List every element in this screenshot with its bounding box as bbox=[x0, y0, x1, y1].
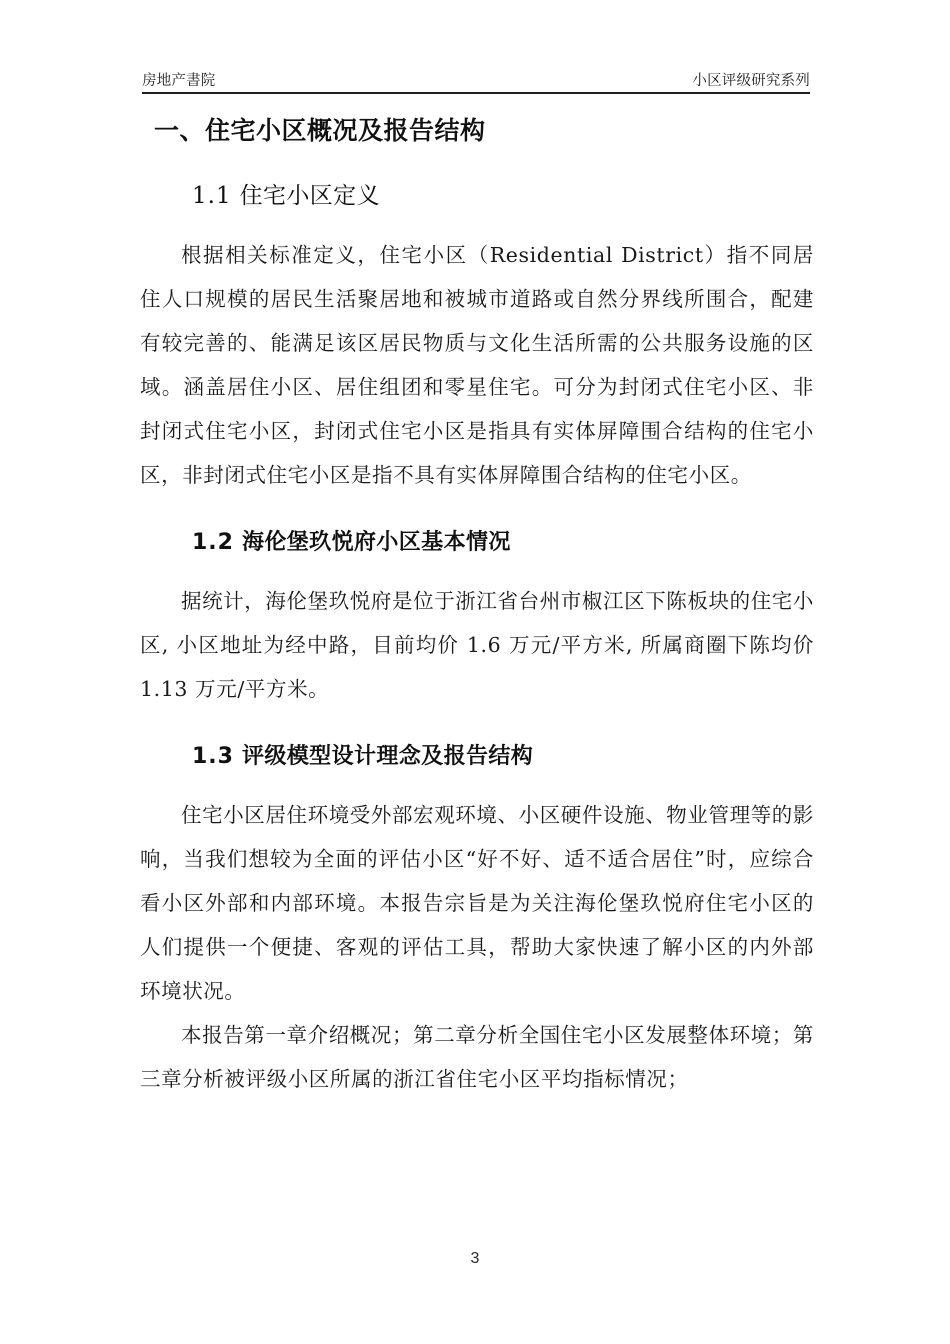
spacer bbox=[140, 773, 814, 793]
page-content bbox=[140, 112, 814, 1101]
page-number: 3 bbox=[470, 1250, 480, 1267]
section-label-1-3: 评级模型设计理念及报告结构 bbox=[241, 743, 534, 769]
spacer bbox=[140, 150, 814, 180]
paragraph: 住宅小区居住环境受外部宏观环境、小区硬件设施、物业管理等的影响，当我们想较为全面的评估小区“好不好、适不适合居住”时，应综合看小区外部和内部环境。本报告宗旨是为关注海伦堡玖悦府住宅小区的人们提供一个便捷、客观的评估工具，帮助大家快速了解小区的内外部环境状况。 bbox=[140, 802, 814, 1003]
section-number-1-3: 1.3 bbox=[192, 743, 234, 769]
paragraph: 根据相关标准定义，住宅小区（Residential District）指不同居住人口规模的居民生活聚居地和被城市道路或自然分界线所围合，配建有较完善的、能满足该区居民物质与文化生活所需的公共服务设施的区域。涵盖居住小区、居住组团和零星住宅。可分为封闭式住宅小区、非封闭式住宅小区，封闭式住宅小区是指具有实体屏障围合结构的住宅小区，非封闭式住宅小区是指不具有实体屏障围合结构的住宅小区。 bbox=[140, 242, 814, 487]
spacer bbox=[140, 213, 814, 233]
section-number-1-1: 1.1 bbox=[192, 182, 232, 209]
spacer bbox=[140, 559, 814, 579]
section-heading-1-2 bbox=[140, 527, 814, 559]
header-left-text: 房地产書院 bbox=[142, 73, 216, 90]
section-label-1-2: 海伦堡玖悦府小区基本情况 bbox=[241, 529, 511, 555]
page-footer bbox=[0, 1248, 950, 1268]
section-number-1-2: 1.2 bbox=[192, 529, 234, 555]
spacer bbox=[140, 497, 814, 527]
header-right-text: 小区评级研究系列 bbox=[692, 73, 810, 90]
paragraph: 本报告第一章介绍概况；第二章分析全国住宅小区发展整体环境；第三章分析被评级小区所属的浙江省住宅小区平均指标情况； bbox=[140, 1022, 814, 1091]
paragraph: 据统计，海伦堡玖悦府是位于浙江省台州市椒江区下陈板块的住宅小区, 小区地址为经中路，目前均价 1.6 万元/平方米, 所属商圈下陈均价 1.13 万元/平方米。 bbox=[140, 588, 814, 701]
page-header bbox=[142, 62, 810, 94]
section-heading-1-3 bbox=[140, 741, 814, 773]
section-heading-1-1 bbox=[140, 180, 814, 213]
section-label-1-1: 住宅小区定义 bbox=[239, 182, 380, 209]
spacer bbox=[140, 711, 814, 741]
chapter-title: 一、住宅小区概况及报告结构 bbox=[154, 116, 486, 145]
